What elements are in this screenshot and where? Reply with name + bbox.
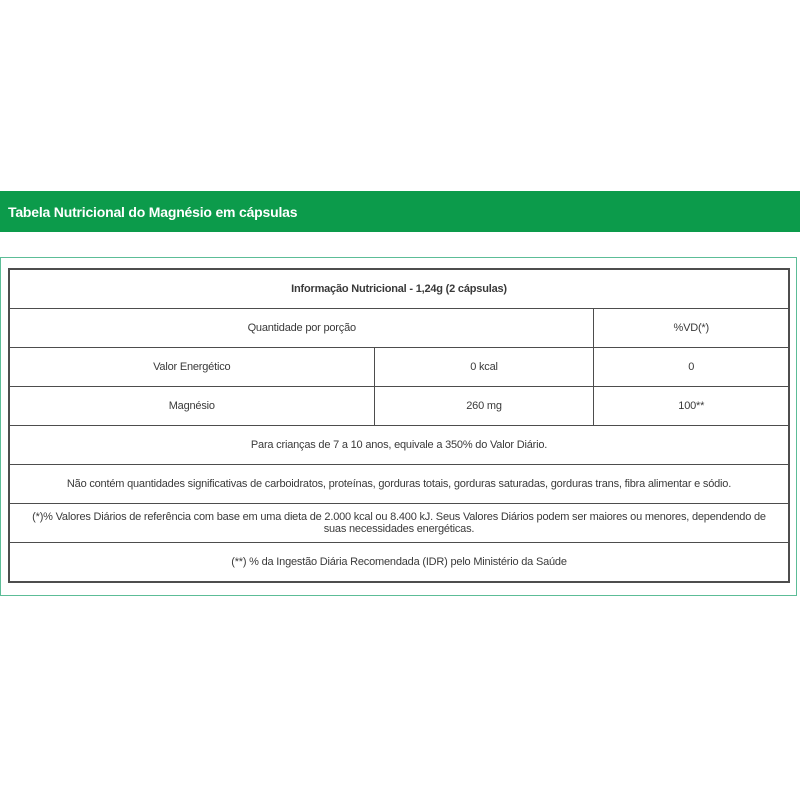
nutrition-table bbox=[8, 268, 790, 583]
note-cell: Para crianças de 7 a 10 anos, equivale a 350% do Valor Diário. bbox=[9, 426, 789, 465]
section-title-bar bbox=[0, 191, 800, 232]
table-row-note bbox=[9, 426, 789, 465]
nutrition-panel bbox=[0, 257, 797, 596]
nutrient-name-cell: Magnésio bbox=[9, 387, 374, 426]
section-title: Tabela Nutricional do Magnésio em cápsulas bbox=[8, 203, 298, 220]
vd-header-cell: %VD(*) bbox=[594, 309, 789, 348]
nutrient-vd-cell: 0 bbox=[594, 348, 789, 387]
nutrient-amount-cell: 260 mg bbox=[374, 387, 594, 426]
table-row-nutrient bbox=[9, 387, 789, 426]
table-row-header bbox=[9, 309, 789, 348]
quantity-header-cell: Quantidade por porção bbox=[9, 309, 594, 348]
nutrient-vd-cell: 100** bbox=[594, 387, 789, 426]
nutrient-name-cell: Valor Energético bbox=[9, 348, 374, 387]
table-row-title bbox=[9, 269, 789, 309]
note-cell: Não contém quantidades significativas de carboidratos, proteínas, gorduras totais, gorduras saturadas, gorduras trans, fibra alimentar e sódio. bbox=[9, 465, 789, 504]
table-row-nutrient bbox=[9, 348, 789, 387]
table-row-note bbox=[9, 543, 789, 583]
table-title-cell: Informação Nutricional - 1,24g (2 cápsulas) bbox=[9, 269, 789, 309]
note-cell: (**) % da Ingestão Diária Recomendada (IDR) pelo Ministério da Saúde bbox=[9, 543, 789, 583]
table-row-note bbox=[9, 465, 789, 504]
table-row-note bbox=[9, 504, 789, 543]
nutrient-amount-cell: 0 kcal bbox=[374, 348, 594, 387]
note-cell: (*)% Valores Diários de referência com base em uma dieta de 2.000 kcal ou 8.400 kJ. Seus Valores Diários podem ser maiores ou menores, dependendo de suas necessidades energéticas. bbox=[9, 504, 789, 543]
